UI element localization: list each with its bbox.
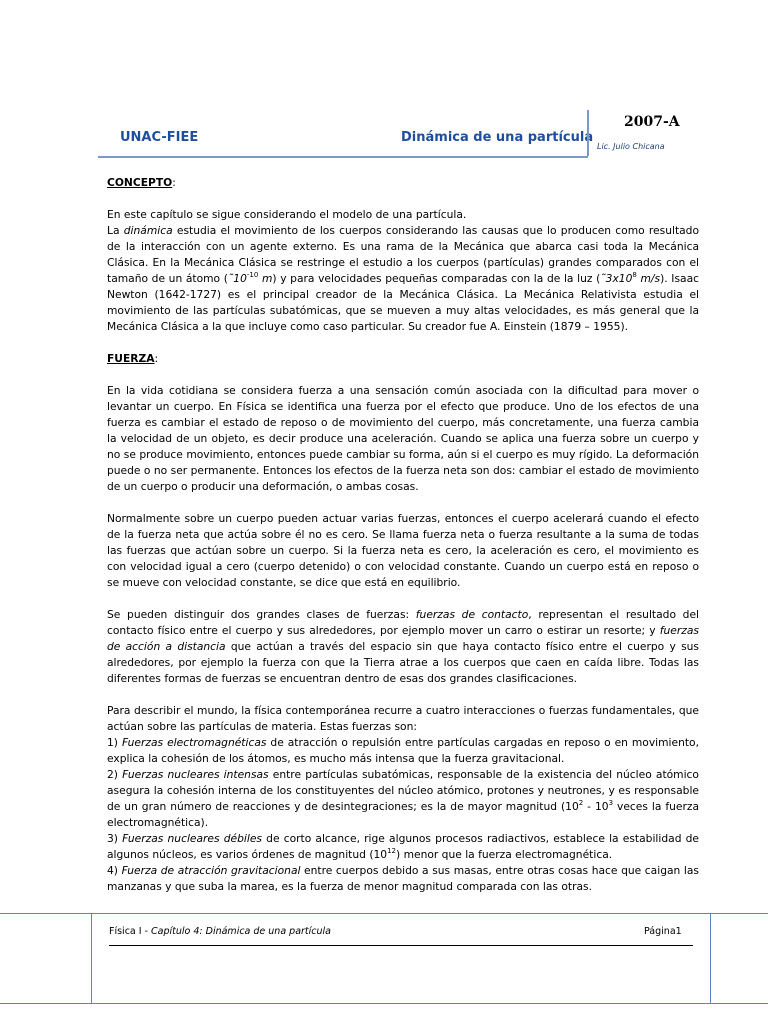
text-run: entre partículas subatómicas, responsable de la existencia del núcleo atómico asegura la cohesión interna de los constituyentes del núcleo atómico, protones y neutrones, y es responsable de un gran número de reacciones y de desintegraciones; es la de mayor magnitud (10 [107,768,699,813]
list-item [107,831,699,863]
fuerza-paragraph-1: En la vida cotidiana se considera fuerza a una sensación común asociada con la dificultad para mover o levantar un cuerpo. En Física se identifica una fuerza por el efecto que produce. Uno de los efectos de una fuerza es cambiar el estado de reposo o de movimiento del cuerpo, más concretamente, una fuerza cambia la velocidad de un objeto, es decir produce una aceleración. Cuando se aplica una fuerza sobre un cuerpo y no se produce movimiento, entonces puede cambiar su forma, aún si el cuerpo es muy rígido. La deformación puede o no ser permanente. Entonces los efectos de la fuerza neta son dos: cambiar el estado de movimiento de un cuerpo o producir una deformación, o ambas cosas. [107,384,699,493]
text-run: de corto alcance, rige algunos procesos radiactivos, establece la estabilidad de algunos núcleos, es varios órdenes de magnitud (10 [107,832,700,861]
footer-vertical-rule-right [710,913,711,1003]
header-year: 2007-A [624,114,680,130]
unit: m [258,272,273,285]
text-run: ) y para velocidades pequeñas comparadas con la de la luz ( [272,272,601,285]
text-run: La [107,224,124,237]
footer-course: Física I - [109,926,152,937]
list-number: 3) [107,832,123,845]
list-item [107,735,699,767]
force-name: Fuerzas nucleares intensas [122,768,269,781]
contact-forces-term: fuerzas de contacto [415,608,529,621]
concepto-heading-line [107,175,699,191]
text-run: estudia el movimiento de los cuerpos considerando las causas que lo producen como resultado de la interacción con un agente externo. Es una rama de la Mecánica que abarca casi toda la Mecánica Clásica. En la Mecánica Clásica se restringe el estudio a los cuerpos (partículas) grandes comparados con el tamaño de un átomo ( [107,224,700,285]
dinamica-term: dinámica [123,224,173,237]
force-name: Fuerza de atracción gravitacional [121,864,301,877]
footer-chapter [109,926,331,937]
footer-page-number: Página1 [644,926,682,937]
text-run: veces la fuerza electromagnética). [107,800,699,829]
text-run: - 10 [583,800,609,813]
fuerza-heading: FUERZA [107,352,155,365]
concepto-colon: : [172,176,176,189]
list-number: 4) [107,864,122,877]
header-vertical-rule [587,110,589,156]
text-run: ) menor que la fuerza electromagnética. [396,848,613,861]
list-item [107,767,699,831]
text-run: ). Isaac Newton (1642-1727) es el principal creador de la Mecánica Clásica. La Mecánica Relativista estudia el movimiento de las partículas subatómicas, que se mueven a muy altas velocidades, es más general que la Mecánica Clásica a la que incluye como caso particular. Su creador fue A. Einstein (1879 – 1955). [107,272,699,333]
light-speed: ˜3x10 [600,272,633,285]
force-name: Fuerzas electromagnéticas [121,736,267,749]
text-run: entre cuerpos debido a sus masas, entre otras cosas hace que caigan las manzanas y que suba la marea, es la fuerza de menor magnitud comparada con las otras. [107,864,699,893]
footer-underline [109,945,693,946]
text-run: que actúan a través del espacio sin que haya contacto físico entre el cuerpo y sus alrededores, por ejemplo la fuerza con que la Tierra atrae a los cuerpos que caen en caída libre. Todas las diferentes formas de fuerzas se encuentran dentro de esas dos grandes clasificaciones. [107,640,699,685]
footer-rule-bottom [0,1003,768,1004]
list-number: 1) [107,736,122,749]
fuerza-paragraph-2: Normalmente sobre un cuerpo pueden actuar varias fuerzas, entonces el cuerpo acelerará cuando el efecto de la fuerza neta que actúa sobre él no es cero. Se llama fuerza neta o fuerza resultante a la suma de todas las fuerzas que actúan sobre un cuerpo. Si la fuerza neta es cero, la aceleración es cero, el movimiento es con velocidad igual a cero (cuerpo detenido) o con velocidad constante. Cuando un cuerpo está en reposo o se mueve con velocidad constante, se dice que está en equilibrio. [107,512,699,589]
unit: m/s [636,272,661,285]
footer-chapter-title: Capítulo 4: Dinámica de una partícula [151,926,331,937]
fuerza-heading-line [107,351,699,367]
footer-vertical-rule-left [91,913,92,1003]
superscript: 2 [578,799,584,807]
list-number: 2) [107,768,123,781]
concepto-heading: CONCEPTO [107,176,173,189]
footer-rule-top [0,913,768,914]
text-run: de atracción o repulsión entre partículas cargadas en reposo o en movimiento, explica la cohesión de los átomos, es mucho más intensa que la fuerza gravitacional. [107,736,699,765]
fuerza-paragraph-4-intro: Para describir el mundo, la física contemporánea recurre a cuatro interacciones o fuerzas fundamentales, que actúan sobre las partículas de materia. Estas fuerzas son: [107,704,699,733]
concepto-paragraph-1: En este capítulo se sigue considerando el modelo de una partícula. [107,208,467,221]
force-name: Fuerzas nucleares débiles [122,832,262,845]
list-item [107,863,699,895]
distance-forces-term: fuerzas de acción a distancia [107,624,699,653]
fuerza-colon: : [154,352,159,365]
fuerza-paragraph-3 [107,607,699,687]
superscript: 12 [387,847,397,855]
atom-size: ˜10 [227,272,247,285]
header-author: Lic. Julio Chicana [597,142,665,151]
header-center-title: Dinámica de una partícula [401,130,594,145]
header-rule [98,156,588,158]
superscript: 3 [608,799,614,807]
superscript: 8 [632,271,637,279]
document-body [107,175,699,895]
text-run: , representan el resultado del contacto físico entre el cuerpo y sus alrededores, por ejemplo mover un carro o estirar un resorte; y [107,608,699,637]
superscript: -10 [246,271,259,279]
concepto-paragraph-2 [107,223,699,335]
header-left-title: UNAC-FIEE [120,130,199,145]
text-run: Se pueden distinguir dos grandes clases de fuerzas: [107,608,416,621]
